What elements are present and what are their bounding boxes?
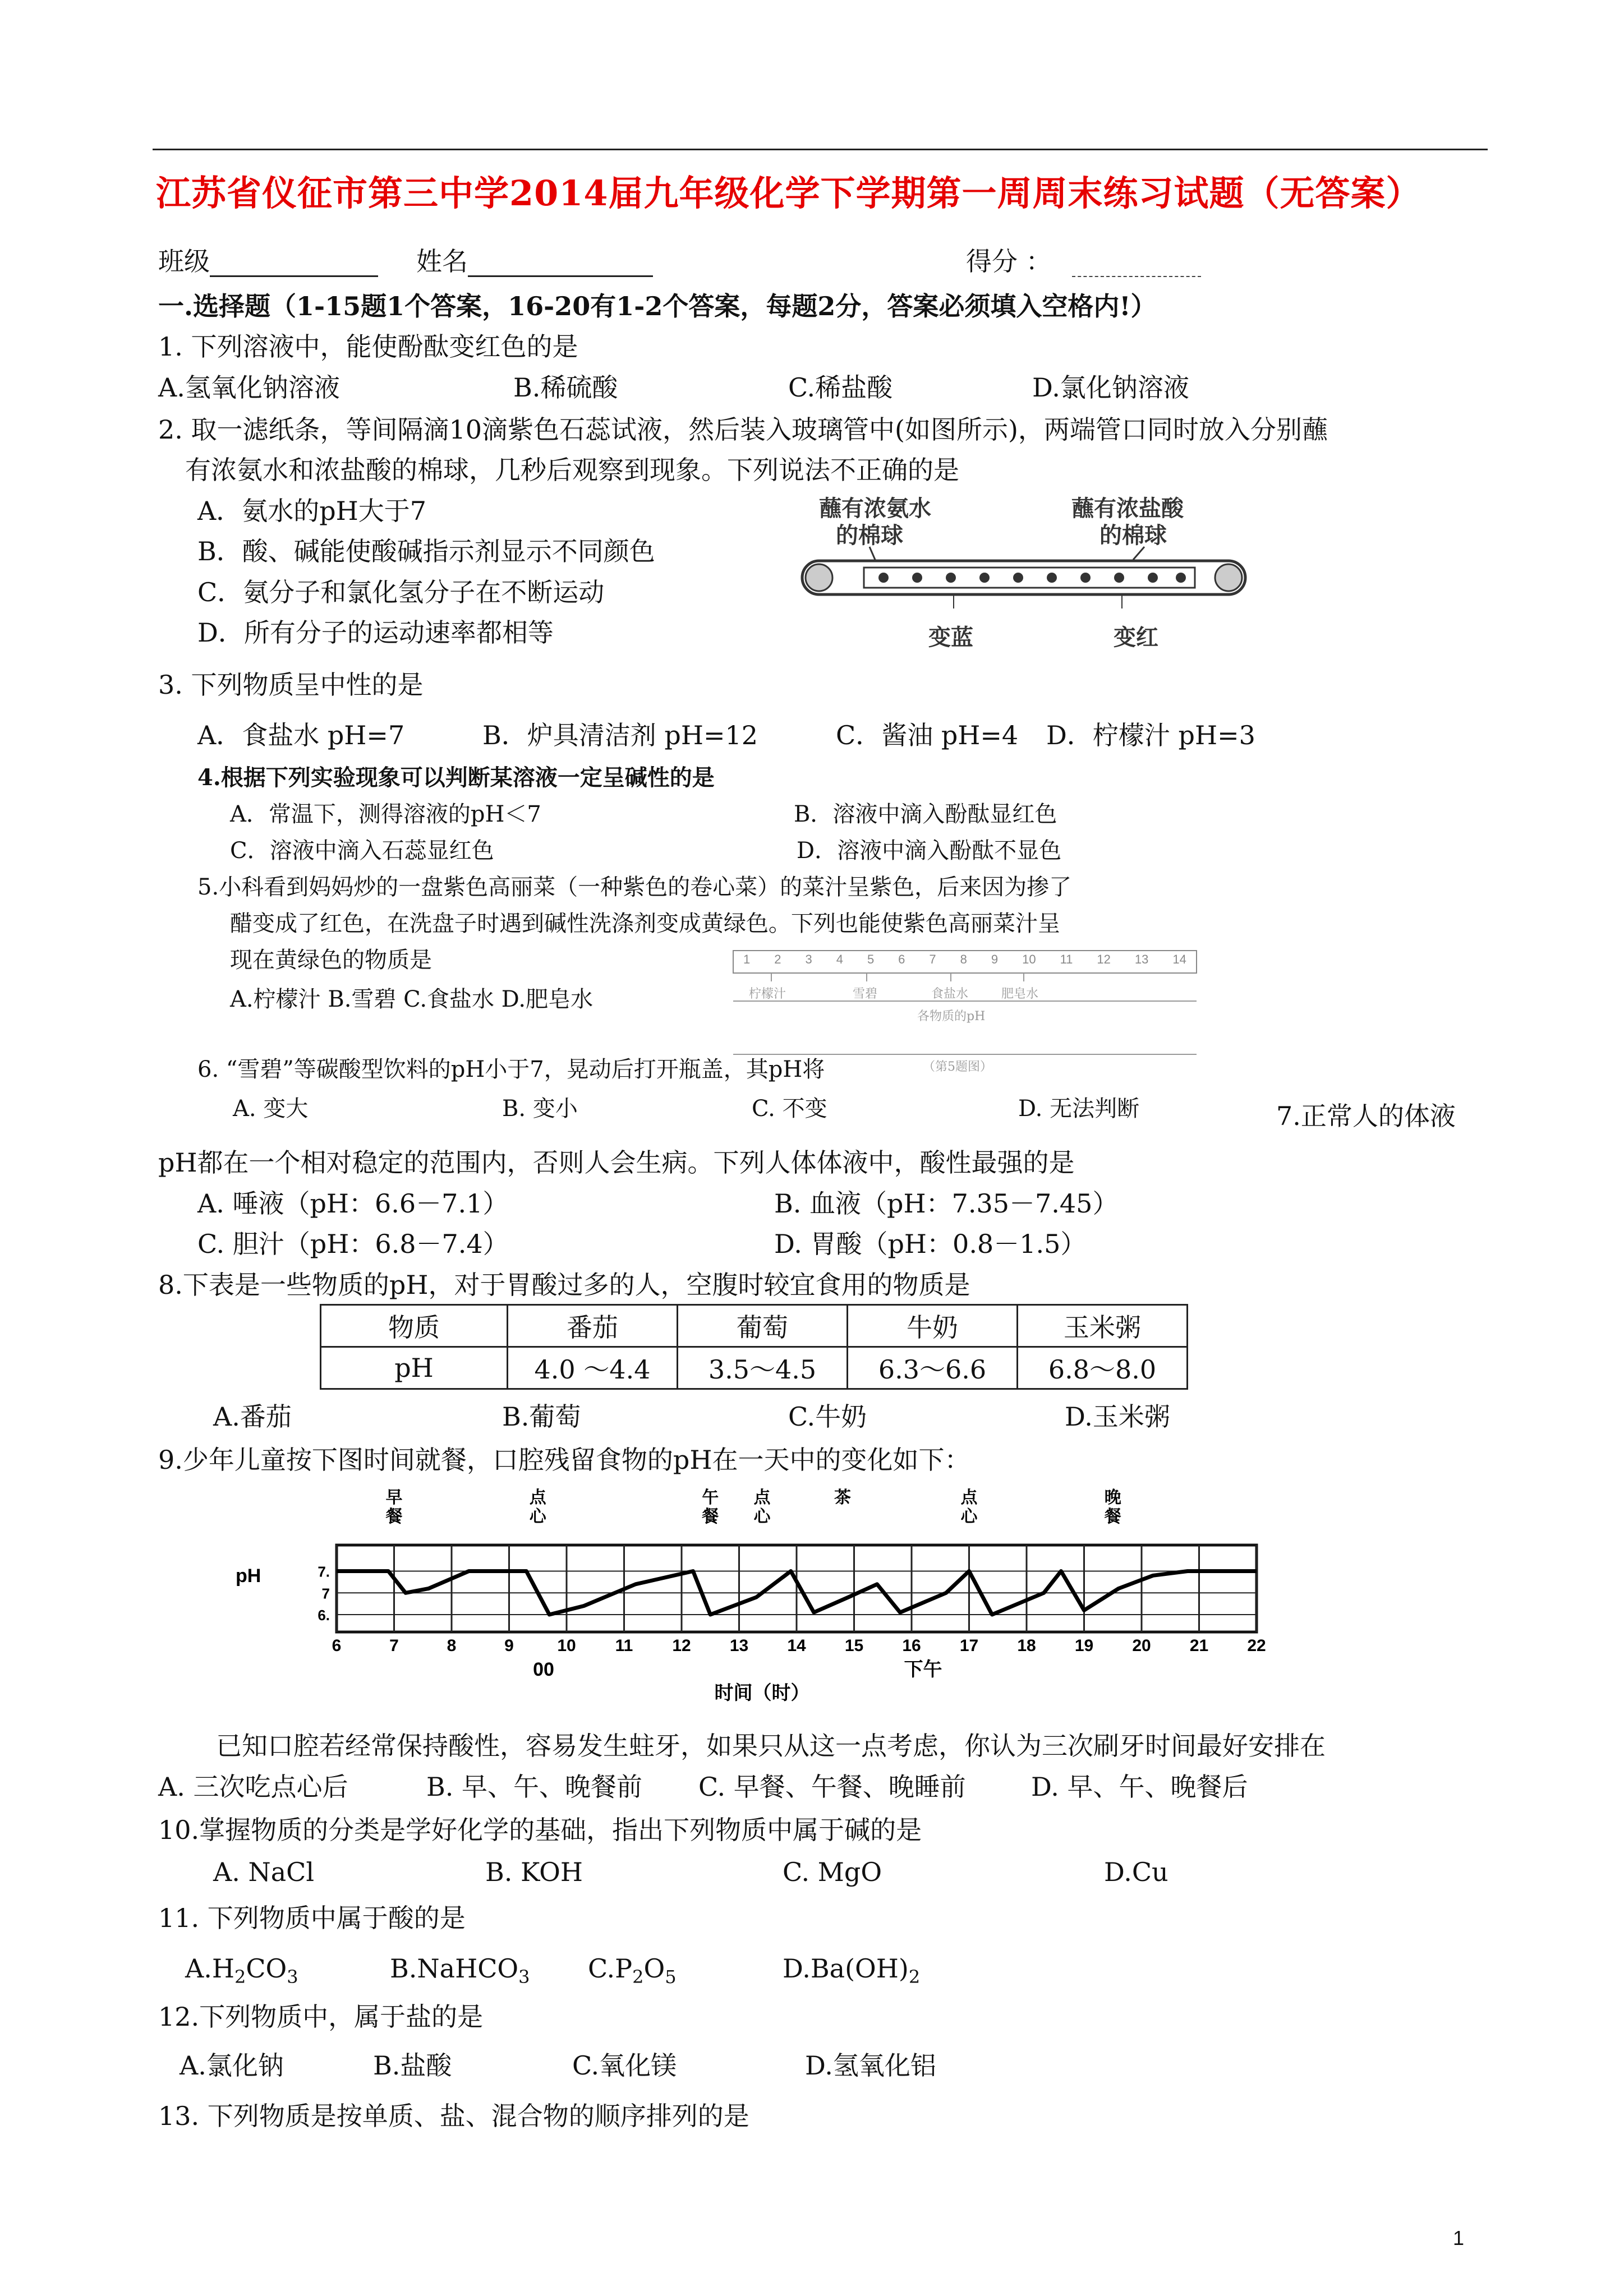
q7-stem-line2: pH都在一个相对稳定的范围内，否则人会生病。下列人体体液中，酸性最强的是 xyxy=(158,1147,1075,1178)
chart-meal-label: 餐 xyxy=(1104,1507,1121,1527)
chart-x-tick-label: 14 xyxy=(787,1636,806,1655)
ph-scale-label-sprite: 雪碧 xyxy=(853,987,878,1001)
chart-meal-label: 茶 xyxy=(834,1488,851,1507)
chart-bottom-label: 00 xyxy=(533,1659,554,1680)
table-cell: 玉米粥 xyxy=(1018,1305,1188,1347)
chart-meal-label: 心 xyxy=(753,1507,771,1527)
q2-stem-line2: 有浓氨水和浓盐酸的棉球，几秒后观察到现象。下列说法不正确的是 xyxy=(185,455,959,485)
q5-stem-line1: 5.小科看到妈妈炒的一盘紫色高丽菜（一种紫色的卷心菜）的菜汁呈紫色，后来因为掺了 xyxy=(197,874,1072,900)
q9-option-a: A. 三次吃点心后 xyxy=(158,1772,348,1802)
oral-ph-chart xyxy=(191,1481,1279,1705)
q11-option-c: $C.P_2O_5$ xyxy=(588,1953,677,1988)
q1-option-c: C.稀盐酸 xyxy=(788,372,893,403)
score-field xyxy=(966,246,1201,277)
section-heading: 一.选择题（1-15题1个答案，16-20有1-2个答案，每题2分，答案必须填入空格内!） xyxy=(158,291,1157,321)
q1-stem: 1. 下列溶液中，能使酚酞变红色的是 xyxy=(158,331,578,362)
chart-meal-label: 午 xyxy=(702,1488,719,1507)
q8-option-b: B.葡萄 xyxy=(502,1401,581,1432)
q8-option-d: D.玉米粥 xyxy=(1065,1401,1170,1432)
table-cell: 番茄 xyxy=(508,1305,678,1347)
ph-scale-caption: 各物质的pH xyxy=(917,1009,986,1023)
q7-stem-line1: 7.正常人的体液 xyxy=(1276,1101,1456,1131)
name-blank[interactable] xyxy=(468,250,653,277)
q3-option-a: A．食盐水 pH=7 xyxy=(197,720,405,750)
q3-stem: 3. 下列物质呈中性的是 xyxy=(158,670,424,700)
q10-stem: 10.掌握物质的分类是学好化学的基础，指出下列物质中属于碱的是 xyxy=(158,1815,922,1845)
chart-y-axis-label: pH xyxy=(236,1565,261,1587)
q12-option-b: B.盐酸 xyxy=(373,2050,452,2081)
ph-scale-fig-number: （第5题图） xyxy=(923,1060,992,1074)
q1-option-d: D.氯化钠溶液 xyxy=(1032,372,1189,403)
chart-x-tick-label: 21 xyxy=(1189,1636,1209,1655)
q2-option-c: C．氨分子和氯化氢分子在不断运动 xyxy=(197,577,605,607)
name-label: 姓名 xyxy=(416,246,468,276)
class-label: 班级 xyxy=(158,246,210,276)
q13-stem: 13. 下列物质是按单质、盐、混合物的顺序排列的是 xyxy=(158,2101,749,2131)
chart-x-tick-label: 15 xyxy=(844,1636,864,1655)
chart-meal-label: 餐 xyxy=(385,1507,403,1527)
q7-option-b: B. 血液（pH：7.35－7.45） xyxy=(774,1188,1119,1219)
table-cell: pH xyxy=(321,1347,508,1389)
q9-stem: 9.少年儿童按下图时间就餐，口腔残留食物的pH在一天中的变化如下： xyxy=(158,1445,970,1475)
q7-option-d: D. 胃酸（pH：0.8－1.5） xyxy=(774,1229,1087,1259)
q11-option-a: $A.H_2CO_3$ xyxy=(185,1953,298,1988)
name-field xyxy=(416,246,653,277)
chart-meal-label: 餐 xyxy=(702,1507,719,1527)
chart-x-tick-label: 18 xyxy=(1017,1636,1036,1655)
page-title: 江苏省仪征市第三中学2014届九年级化学下学期第一周周末练习试题（无答案） xyxy=(156,173,1421,214)
q3-option-d: D．柠檬汁 pH=3 xyxy=(1046,720,1255,750)
score-blank[interactable] xyxy=(1072,250,1201,277)
fig-left-top-label: 蘸有浓氨水 xyxy=(819,495,931,522)
q4-option-c: C．溶液中滴入石蕊显红色 xyxy=(230,838,494,864)
q9-option-d: D. 早、午、晚餐后 xyxy=(1031,1772,1248,1802)
table-cell: 牛奶 xyxy=(848,1305,1018,1347)
chart-x-tick-label: 6 xyxy=(332,1636,342,1655)
top-rule xyxy=(153,149,1488,150)
chart-y-tick-label: 7 xyxy=(321,1585,330,1602)
q6-option-d: D. 无法判断 xyxy=(1018,1096,1140,1122)
q7-option-a: A. 唾液（pH：6.6－7.1） xyxy=(197,1188,509,1219)
table-row xyxy=(321,1347,1188,1389)
q6-option-c: C. 不变 xyxy=(752,1096,827,1122)
score-label: 得分 ： xyxy=(966,246,1052,276)
q12-option-c: C.氧化镁 xyxy=(572,2050,677,2081)
chart-x-tick-label: 20 xyxy=(1132,1636,1151,1655)
chart-meal-label: 点 xyxy=(753,1488,771,1507)
q7-option-c: C. 胆汁（pH：6.8－7.4） xyxy=(197,1229,509,1259)
q4-option-d: D．溶液中滴入酚酞不显色 xyxy=(797,838,1062,864)
table-cell: 物质 xyxy=(321,1305,508,1347)
q8-option-c: C.牛奶 xyxy=(788,1401,867,1432)
fig-left-bottom-label: 的棉球 xyxy=(836,522,903,548)
q9-stem-line2: 已知口腔若经常保持酸性，容易发生蛀牙，如果只从这一点考虑，你认为三次刷牙时间最好安排在 xyxy=(216,1731,1326,1761)
q10-option-b: B. KOH xyxy=(485,1857,583,1887)
table-cell: 6.3～6.6 xyxy=(848,1347,1018,1389)
fig-blue-label: 变蓝 xyxy=(928,624,973,651)
page-number: 1 xyxy=(1453,2226,1465,2249)
chart-meal-label: 点 xyxy=(529,1488,546,1507)
chart-x-tick-label: 9 xyxy=(504,1636,514,1655)
table-cell: 4.0 ～4.4 xyxy=(508,1347,678,1389)
q5-stem-line3: 现在黄绿色的物质是 xyxy=(230,947,432,973)
chart-meal-label: 晚 xyxy=(1104,1488,1121,1507)
glass-tube-figure xyxy=(785,494,1273,662)
q10-option-a: A. NaCl xyxy=(213,1857,315,1887)
q9-option-b: B. 早、午、晚餐前 xyxy=(426,1772,643,1802)
chart-x-tick-label: 12 xyxy=(672,1636,691,1655)
ph-table xyxy=(320,1304,1188,1390)
q3-option-c: C．酱油 pH=4 xyxy=(836,720,1019,750)
q2-option-d: D．所有分子的运动速率都相等 xyxy=(197,617,554,648)
q5-options: A.柠檬汁 B.雪碧 C.食盐水 D.肥皂水 xyxy=(230,986,594,1012)
q1-option-b: B.稀硫酸 xyxy=(513,372,618,403)
q1-option-a: A.氢氧化钠溶液 xyxy=(158,372,340,403)
ph-scale-label-soap: 肥皂水 xyxy=(1001,987,1039,1001)
q6-option-b: B. 变小 xyxy=(502,1096,578,1122)
fig-red-label: 变红 xyxy=(1114,624,1158,651)
fig-right-bottom-label: 的棉球 xyxy=(1099,522,1167,548)
q11-option-d: $D.Ba(OH)_2$ xyxy=(783,1953,921,1988)
chart-meal-label: 心 xyxy=(529,1507,546,1527)
q9-option-c: C. 早餐、午餐、晚睡前 xyxy=(698,1772,966,1802)
chart-meal-label: 点 xyxy=(960,1488,978,1507)
chart-x-tick-label: 16 xyxy=(902,1636,921,1655)
table-header-row xyxy=(321,1305,1188,1347)
chart-x-tick-label: 11 xyxy=(615,1636,633,1655)
q6-option-a: A. 变大 xyxy=(233,1096,309,1122)
q10-option-c: C. MgO xyxy=(783,1857,882,1887)
q12-option-a: A.氯化钠 xyxy=(180,2050,284,2081)
q5-stem-line2: 醋变成了红色，在洗盘子时遇到碱性洗涤剂变成黄绿色。下列也能使紫色高丽菜汁呈 xyxy=(230,911,1060,937)
chart-y-tick-label: 7. xyxy=(318,1563,330,1580)
q11-option-b: B.NaHCO$_3$ xyxy=(390,1953,530,1988)
table-cell: 葡萄 xyxy=(678,1305,848,1347)
ph-scale-label-lemon: 柠檬汁 xyxy=(749,987,786,1001)
glass-tube-drawing xyxy=(785,544,1273,611)
chart-x-tick-label: 10 xyxy=(557,1636,576,1655)
chart-meal-label: 心 xyxy=(960,1507,978,1527)
q2-stem-line1: 2. 取一滤纸条，等间隔滴10滴紫色石蕊试液，然后装入玻璃管中(如图所示)，两端管口同时放入分别蘸 xyxy=(158,414,1328,445)
q2-option-b: B．酸、碱能使酸碱指示剂显示不同颜色 xyxy=(197,536,655,566)
fig-right-top-label: 蘸有浓盐酸 xyxy=(1071,495,1184,522)
q6-stem: 6. “雪碧”等碳酸型饮料的pH小于7，晃动后打开瓶盖，其pH将 xyxy=(197,1057,825,1082)
chart-x-tick-label: 13 xyxy=(729,1636,749,1655)
q8-option-a: A.番茄 xyxy=(213,1401,292,1432)
chart-x-axis-label: 时间（时） xyxy=(714,1682,810,1704)
class-field xyxy=(158,246,378,277)
chart-x-tick-label: 8 xyxy=(447,1636,457,1655)
table-cell: 6.8～8.0 xyxy=(1018,1347,1188,1389)
q8-stem: 8.下表是一些物质的pH，对于胃酸过多的人，空腹时较宜食用的物质是 xyxy=(158,1270,970,1300)
chart-x-tick-label: 7 xyxy=(389,1636,399,1655)
chart-bottom-label: 下午 xyxy=(904,1658,942,1681)
chart-y-tick-label: 6. xyxy=(318,1607,330,1624)
q3-option-b: B．炉具清洁剂 pH=12 xyxy=(482,720,758,750)
q2-option-a: A．氨水的pH大于7 xyxy=(197,496,427,526)
q4-option-b: B．溶液中滴入酚酞显红色 xyxy=(794,801,1057,827)
q4-stem: 4.根据下列实验现象可以判断某溶液一定呈碱性的是 xyxy=(197,764,715,791)
q11-stem: 11. 下列物质中属于酸的是 xyxy=(158,1903,466,1933)
ph-scale-ticks: 1 2 3 4 5 6 7 8 9 10 11 12 13 14 xyxy=(743,952,1186,966)
chart-x-tick-label: 17 xyxy=(959,1636,979,1655)
class-blank[interactable] xyxy=(210,250,378,277)
chart-meal-label: 早 xyxy=(385,1488,403,1507)
q4-option-a: A．常温下，测得溶液的pH＜7 xyxy=(230,801,541,827)
q12-option-d: D.氢氧化铝 xyxy=(805,2050,936,2081)
table-cell: 3.5～4.5 xyxy=(678,1347,848,1389)
ph-scale-label-salt: 食盐水 xyxy=(931,987,969,1001)
q12-stem: 12.下列物质中，属于盐的是 xyxy=(158,2002,484,2032)
chart-x-tick-label: 22 xyxy=(1247,1636,1266,1655)
chart-x-tick-label: 19 xyxy=(1074,1636,1094,1655)
q10-option-d: D.Cu xyxy=(1104,1857,1168,1887)
